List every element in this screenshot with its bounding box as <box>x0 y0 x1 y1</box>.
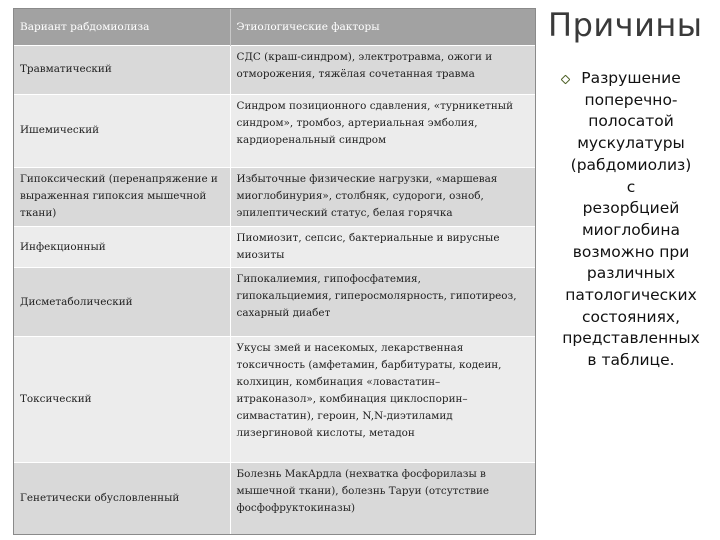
factor-line: лизергиновой кислоты, метадон <box>236 427 415 440</box>
side-line: мускулатуры <box>577 134 685 153</box>
table-row <box>14 268 535 337</box>
factor-line: гипокальциемия, гиперосмолярность, гипотиреоз, <box>236 290 517 303</box>
factor-line: СДС (краш-синдром), электротравма, ожоги и <box>236 51 493 63</box>
side-line: представленных <box>562 329 700 348</box>
side-line: в таблице. <box>587 351 675 370</box>
variant-cell: Гипоксический (перенапряжение и выраженная гипоксия мышечной ткани) <box>14 167 230 226</box>
variant-cell: Токсический <box>14 337 230 463</box>
header-factors: Этиологические факторы <box>230 9 535 46</box>
factor-line: эпилептический статус, белая горячка <box>236 206 453 219</box>
factor-line: сахарный диабет <box>236 307 331 320</box>
slide-title: Причины <box>548 6 703 44</box>
factor-line: итраконазол», комбинация циклоспорин– <box>236 393 468 406</box>
factor-line: Избыточные физические нагрузки, «маршевая <box>236 172 498 185</box>
factor-line: синдром», тромбоз, артериальная эмболия, <box>236 116 478 129</box>
table-row <box>14 167 535 226</box>
variant-cell: Травматический <box>14 46 230 95</box>
side-line: состояниях, <box>582 307 680 326</box>
factor-line: отморожения, тяжёлая сочетанная травма <box>236 68 475 80</box>
etiology-table <box>13 8 536 535</box>
table-row <box>14 337 535 463</box>
factors-cell <box>230 268 535 337</box>
side-line: полосатой <box>588 112 674 131</box>
factors-cell <box>230 94 535 167</box>
variant-cell: Дисметаболический <box>14 268 230 337</box>
table-row <box>14 463 535 534</box>
factor-line: миозиты <box>236 249 285 262</box>
side-line: миоглобина <box>581 220 681 239</box>
factor-line: Болезнь МакАрдла (нехватка фосфорилазы в <box>236 468 486 481</box>
variant-cell: Инфекционный <box>14 227 230 268</box>
side-line: патологических <box>565 286 697 305</box>
side-line: (рабдомиолиз) <box>570 155 692 174</box>
side-text <box>548 68 714 372</box>
header-variant: Вариант рабдомиолиза <box>14 9 230 46</box>
side-line: Разрушение <box>581 69 681 87</box>
table-row <box>14 94 535 167</box>
side-line: различных <box>586 264 676 283</box>
factors-cell <box>230 46 535 95</box>
factor-line: мышечной ткани), болезнь Таруи (отсутствие <box>236 485 490 498</box>
side-line: резорбцией <box>582 199 680 218</box>
factor-line: Пиомиозит, сепсис, бактериальные и вирусные <box>236 232 500 245</box>
factor-line: токсичность (амфетамин, барбитураты, кодеин, <box>236 359 502 372</box>
factors-cell <box>230 167 535 226</box>
factor-line: симвастатин), героин, N,N-диэтиламид <box>236 410 453 423</box>
factors-cell <box>230 337 535 463</box>
factors-cell <box>230 227 535 268</box>
factor-line: миоглобинурия», столбняк, судороги, озноб, <box>236 189 484 202</box>
factor-line: Гипокалиемия, гипофосфатемия, <box>236 273 421 286</box>
side-line: возможно при <box>572 242 690 261</box>
side-line: поперечно- <box>584 90 678 109</box>
variant-cell: Генетически обусловленный <box>14 463 230 534</box>
table-row <box>14 227 535 268</box>
factor-line: фосфофруктокиназы) <box>236 502 356 515</box>
factor-line: колхицин, комбинация «ловастатин– <box>236 376 441 389</box>
factor-line: кардиоренальный синдром <box>236 133 387 146</box>
table-row <box>14 46 535 95</box>
variant-cell: Ишемический <box>14 94 230 167</box>
table-header-row <box>14 9 535 46</box>
factor-line: Синдром позиционного сдавления, «турникетный <box>236 99 513 112</box>
factor-line: Укусы змей и насекомых, лекарственная <box>236 342 464 355</box>
side-line: с <box>626 177 636 196</box>
factors-cell <box>230 463 535 534</box>
